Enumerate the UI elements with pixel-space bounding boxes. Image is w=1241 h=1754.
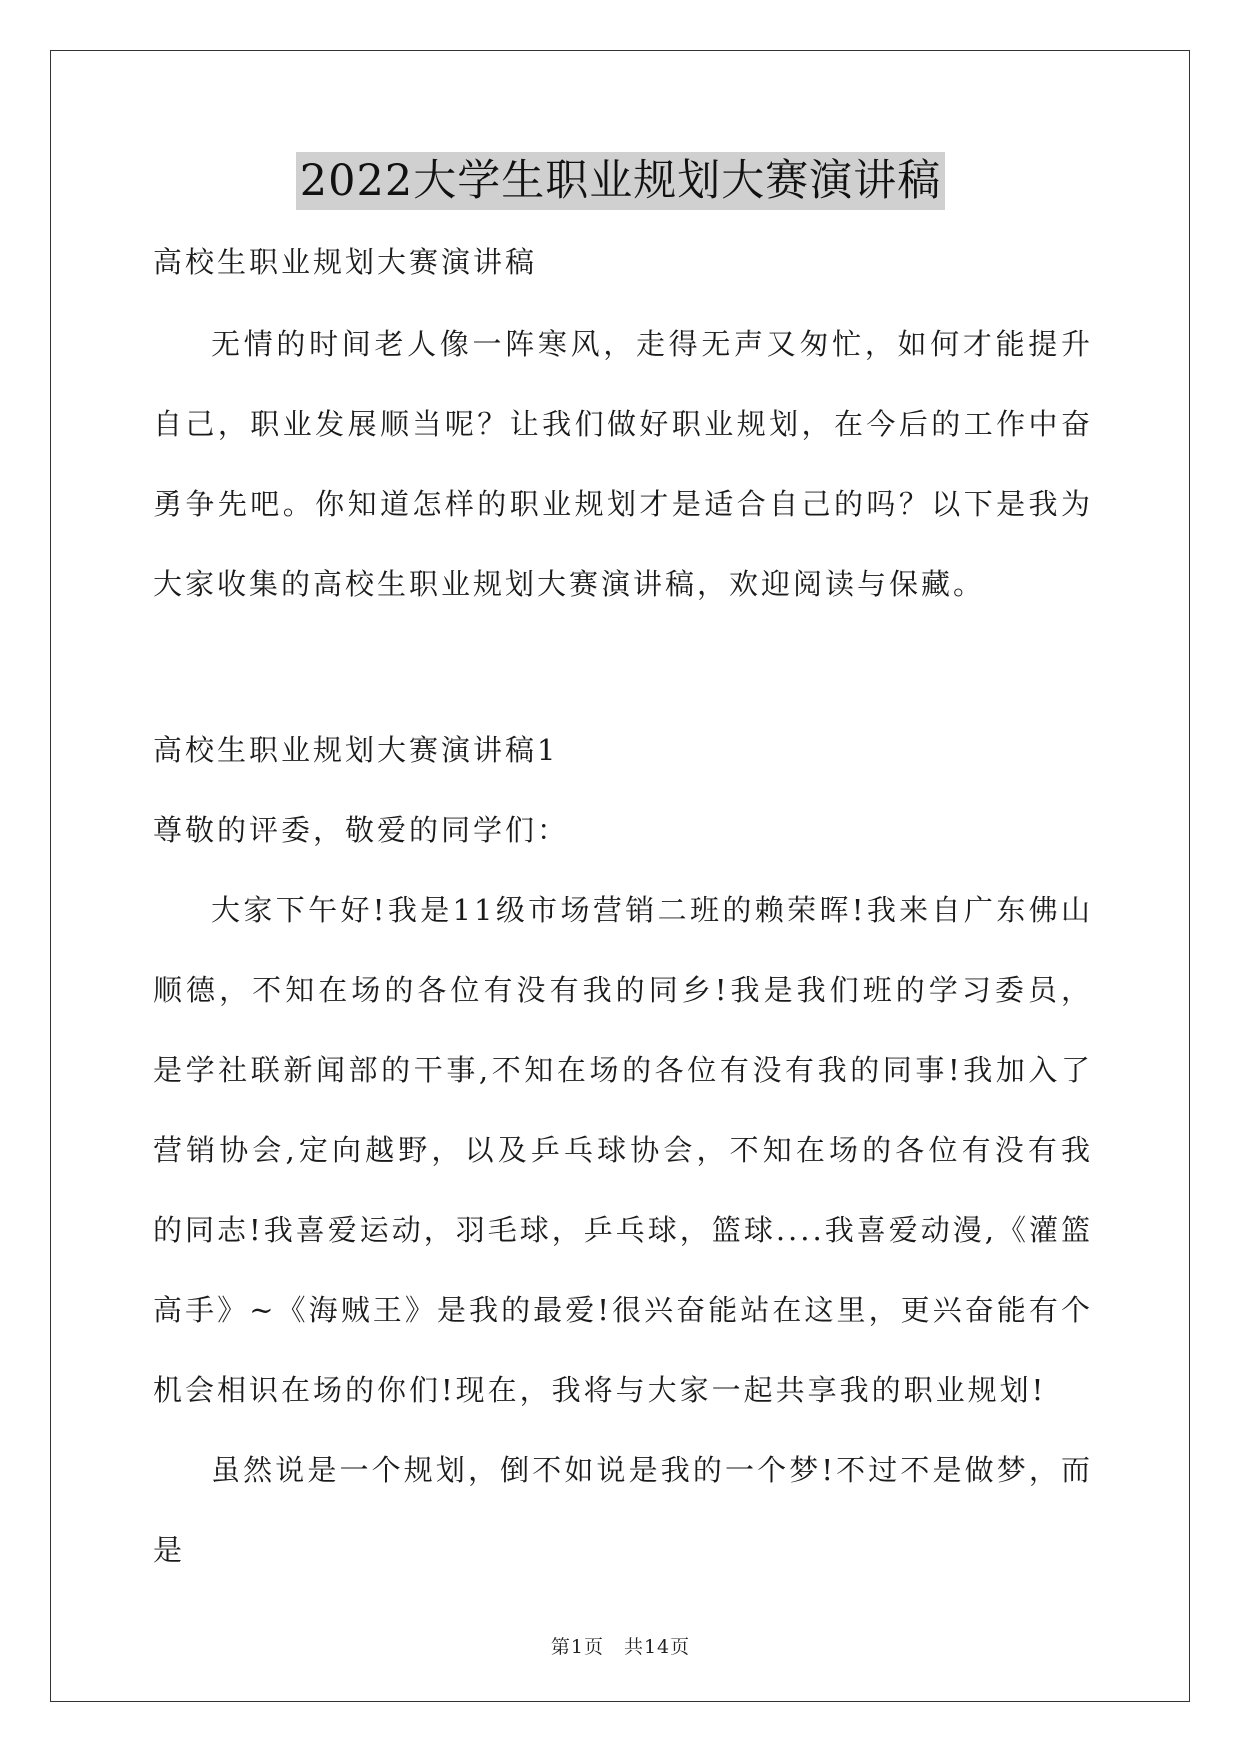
document-body — [153, 240, 1093, 1590]
salutation: 尊敬的评委，敬爱的同学们： — [153, 813, 570, 847]
title-container — [0, 152, 1241, 210]
subtitle-line: 高校生职业规划大赛演讲稿 — [153, 245, 538, 279]
page-footer: 第1页 共14页 — [550, 1636, 691, 1658]
document-title: 2022大学生职业规划大赛演讲稿 — [296, 152, 945, 210]
intro-paragraph: 无情的时间老人像一阵寒风，走得无声又匆忙，如何才能提升自己，职业发展顺当呢？让我们做好职业规划，在今后的工作中奋勇争先吧。你知道怎样的职业规划才是适合自己的吗？以下是我为大家收集的高校生职业规划大赛演讲稿，欢迎阅读与保藏。 — [153, 327, 1093, 601]
body-paragraph-1: 大家下午好!我是11级市场营销二班的赖荣晖!我来自广东佛山顺德，不知在场的各位有没有我的同乡!我是我们班的学习委员，是学社联新闻部的干事,不知在场的各位有没有我的同事!我加入了营销协会,定向越野，以及乒乓球协会，不知在场的各位有没有我的同志!我喜爱运动，羽毛球，乒乓球，篮球....我喜爱动漫,《灌篮高手》~《海贼王》是我的最爱!很兴奋能站在这里，更兴奋能有个机会相识在场的你们!现在，我将与大家一起共享我的职业规划! — [153, 893, 1093, 1407]
body-paragraph-2: 虽然说是一个规划，倒不如说是我的一个梦!不过不是做梦，而是 — [153, 1453, 1093, 1567]
section-heading: 高校生职业规划大赛演讲稿1 — [153, 733, 559, 767]
